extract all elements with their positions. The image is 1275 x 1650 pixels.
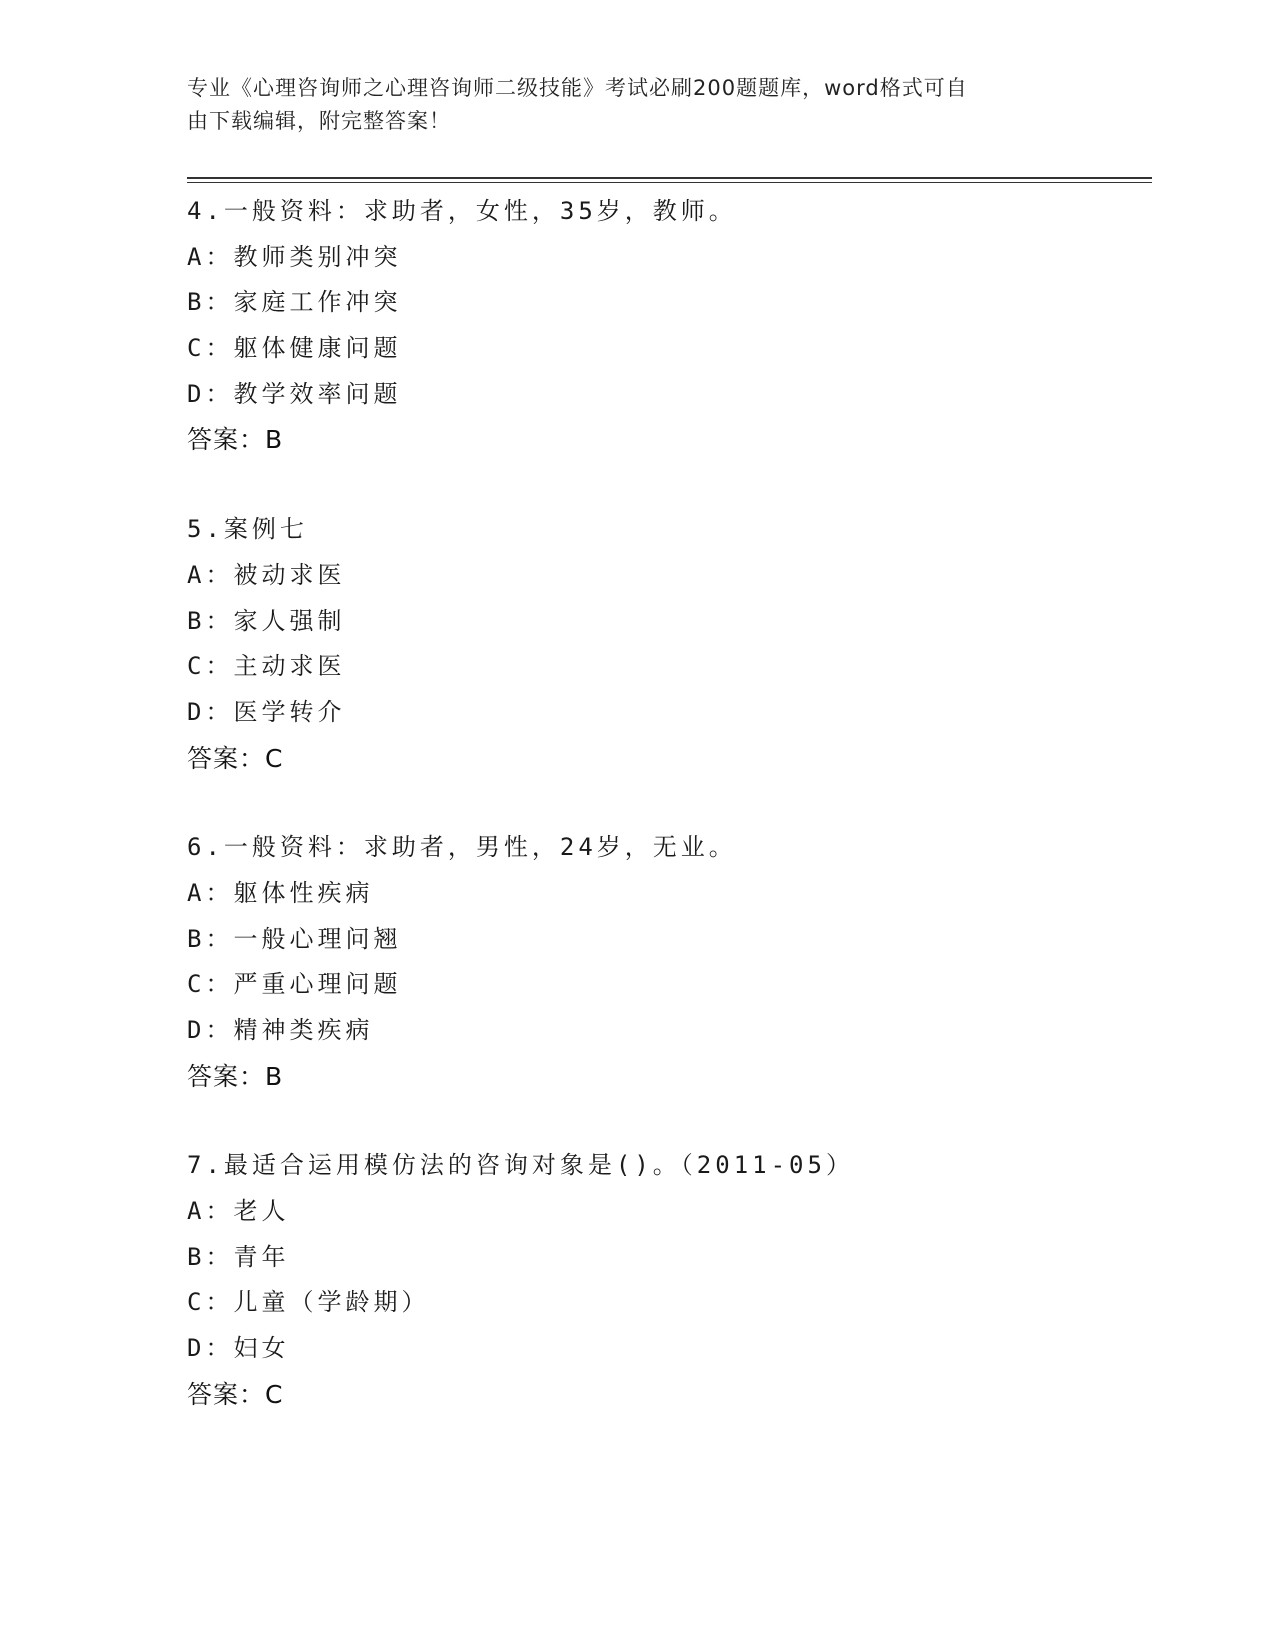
option-a: A：老人 bbox=[187, 1197, 290, 1226]
option-c: C：儿童（学龄期） bbox=[187, 1288, 430, 1317]
option-a: A：教师类别冲突 bbox=[187, 242, 402, 271]
answer-label: 答案：B bbox=[187, 1061, 284, 1091]
header-line-1: 专业《心理咨询师之心理咨询师二级技能》考试必刷200题题库，word格式可自 bbox=[187, 76, 968, 100]
question-5 bbox=[187, 507, 1152, 781]
option-b: B：家庭工作冲突 bbox=[187, 288, 402, 317]
option-c: C：主动求医 bbox=[187, 652, 346, 681]
header-divider-thick bbox=[187, 177, 1152, 179]
header-divider-thin bbox=[187, 182, 1152, 183]
option-c: C：严重心理问题 bbox=[187, 970, 402, 999]
header-line-2: 由下载编辑，附完整答案！ bbox=[187, 109, 451, 133]
option-a: A：躯体性疾病 bbox=[187, 878, 374, 907]
option-d: D：妇女 bbox=[187, 1334, 290, 1363]
question-list bbox=[187, 189, 1152, 1462]
question-stem: 5.案例七 bbox=[187, 515, 308, 544]
option-a: A：被动求医 bbox=[187, 560, 346, 589]
option-b: B：一般心理问翘 bbox=[187, 924, 402, 953]
answer-label: 答案：C bbox=[187, 1379, 284, 1409]
question-6 bbox=[187, 825, 1152, 1099]
answer-label: 答案：B bbox=[187, 425, 284, 455]
question-stem: 7.最适合运用模仿法的咨询对象是()。（2011-05） bbox=[187, 1151, 854, 1180]
option-d: D：医学转介 bbox=[187, 697, 346, 726]
question-stem: 6.一般资料：求助者，男性，24岁，无业。 bbox=[187, 833, 737, 862]
option-b: B：家人强制 bbox=[187, 606, 346, 635]
question-stem: 4.一般资料：求助者，女性，35岁，教师。 bbox=[187, 197, 737, 225]
option-b: B：青年 bbox=[187, 1242, 290, 1271]
option-d: D：教学效率问题 bbox=[187, 379, 402, 408]
option-d: D：精神类疾病 bbox=[187, 1016, 374, 1044]
question-4 bbox=[187, 189, 1152, 463]
document-header bbox=[187, 72, 1067, 138]
question-7 bbox=[187, 1143, 1152, 1417]
option-c: C：躯体健康问题 bbox=[187, 334, 402, 363]
answer-label: 答案：C bbox=[187, 743, 284, 773]
